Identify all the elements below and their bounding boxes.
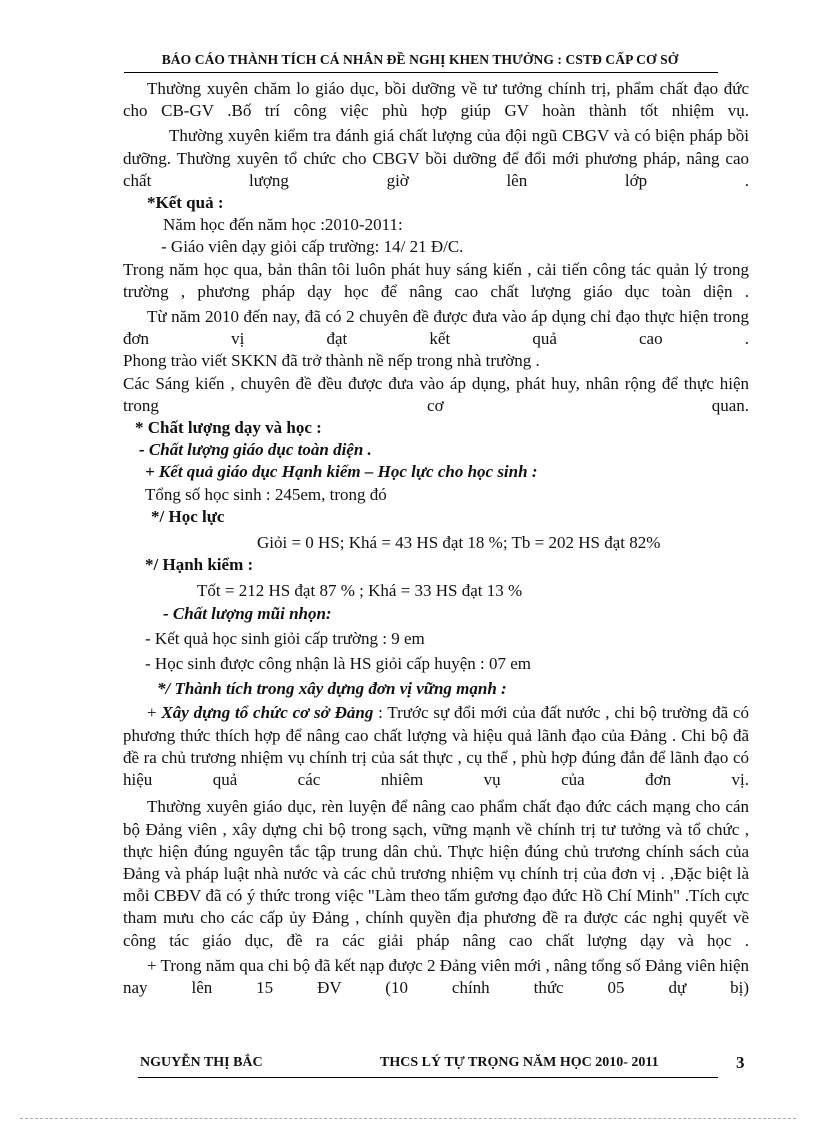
page-header: BÁO CÁO THÀNH TÍCH CÁ NHÂN ĐỀ NGHỊ KHEN THƯỞNG : CSTĐ CẤP CƠ SỞ xyxy=(161,52,679,67)
footer-school-year: THCS LÝ TỰ TRỌNG NĂM HỌC 2010- 2011 xyxy=(380,1055,659,1070)
xay-dung-text: : Trước sự đổi mới của đất nước , chi bộ trường đã có phương thức thích hợp để nâng cao chất lượng và hiệu quả lãnh đạo của Đảng . Chi bộ đã đề ra chủ trương nhiệm vụ chính trị của sát thực , cụ thể , phù hợp đúng đắn để lãnh đạo có hiệu quả các nhiêm vụ của đơn vị. xyxy=(123,703,749,790)
plus-marker: + xyxy=(147,703,162,723)
footer-divider xyxy=(138,1077,718,1078)
page-break-line xyxy=(20,1118,796,1119)
hs-gioi-huyen: - Học sinh được công nhận là HS giỏi cấp huyện : 07 em xyxy=(145,654,531,674)
paragraph-skkn: Phong trào viết SKKN đã trở thành nề nếp trong nhà trường . xyxy=(123,351,540,371)
paragraph-ket-nap-dang-vien: + Trong năm qua chi bộ đã kết nạp được 2 Đảng viên mới , nâng tổng số Đảng viên hiện nay lên 15 ĐV (10 chính thức 05 dự bị) xyxy=(123,955,749,997)
hanh-kiem-values: Tốt = 212 HS đạt 87 % ; Khá = 33 HS đạt 13 % xyxy=(197,581,523,601)
paragraph-sang-kien: Trong năm học qua, bản thân tôi luôn phát huy sáng kiến , cải tiến công tác quản lý trong trường , phương pháp dạy học để nâng cao chất lượng giáo dục toàn diện . xyxy=(123,259,749,301)
hoc-luc-values: Giỏi = 0 HS; Khá = 43 HS đạt 18 %; Tb = 202 HS đạt 82% xyxy=(257,533,661,553)
paragraph-ap-dung: Các Sáng kiến , chuyên đề đều được đưa vào áp dụng, phát huy, nhân rộng để thực hiện trong cơ quan. xyxy=(123,373,749,415)
paragraph-chuyen-de: Từ năm 2010 đến nay, đã có 2 chuyên đề được đưa vào áp dụng chỉ đạo thực hiện trong đơn vị đạt kết quả cao . xyxy=(123,307,749,349)
paragraph-xay-dung-dang xyxy=(123,702,749,791)
paragraph-kiem-tra: Thường xuyên kiểm tra đánh giá chất lượng của đội ngũ CBGV và có biện pháp bồi dưỡng. Thường xuyên tổ chức cho CBGV bồi dưỡng để đổi mới phương pháp, nâng cao chất lượng giờ lên lớp . xyxy=(123,126,749,190)
heading-mui-nhon: - Chất lượng mũi nhọn: xyxy=(163,603,332,623)
paragraph-giao-duc-dang-vien: Thường xuyên giáo dục, rèn luyện để nâng cao phẩm chất đạo đức cách mạng cho cán bộ Đảng viên , xây dựng chi bộ trong sạch, vững mạnh về chính trị tư tưởng và tổ chức , thực hiện đúng nguyên tắc tập trung dân chủ. Thực hiện đúng chủ trương chính sách của Đảng và pháp luật nhà nước và các chủ trương nhiệm vụ chính trị của đơn vị . ,Đặc biệt là mỗi CBĐV đã có ý thức trong việc "Làm theo tấm gương đạo đức Hồ Chí Minh" .Tích cực tham mưu cho các cấp ủy Đảng , chính quyền địa phương đề ra được các nghị quyết về công tác giáo dục, đề ra các giải pháp nâng cao chất lượng dạy và học . xyxy=(123,797,749,950)
hs-gioi-truong: - Kết quả học sinh giỏi cấp trường : 9 em xyxy=(145,628,425,648)
footer-author: NGUYỄN THỊ BẮC xyxy=(140,1055,263,1070)
heading-hoc-luc: */ Học lực xyxy=(151,506,225,526)
document-body xyxy=(123,78,749,999)
heading-giao-duc-toan-dien: - Chất lượng giáo dục toàn diện . xyxy=(139,440,372,460)
heading-thanh-tich: */ Thành tích trong xây dựng đơn vị vững mạnh : xyxy=(157,679,507,699)
heading-ket-qua: *Kết quả : xyxy=(147,193,224,213)
heading-chat-luong-day-hoc: * Chất lượng dạy và học : xyxy=(135,418,322,438)
page-number: 3 xyxy=(736,1053,745,1072)
nam-hoc-line: Năm học đến năm học :2010-2011: xyxy=(163,215,403,235)
xay-dung-label: Xây dựng tổ chức cơ sở Đảng xyxy=(161,703,374,723)
header-divider xyxy=(124,72,718,73)
paragraph-boi-duong: Thường xuyên chăm lo giáo dục, bồi dưỡng về tư tưởng chính trị, phẩm chất đạo đức cho CB-GV .Bố trí công việc phù hợp giúp GV hoàn thành tốt nhiệm vụ. xyxy=(123,79,749,121)
heading-hanh-kiem: */ Hạnh kiểm : xyxy=(145,555,254,575)
gv-gioi-line: - Giáo viên dạy giỏi cấp trường: 14/ 21 Đ/C. xyxy=(161,237,464,257)
tong-so-hoc-sinh: Tổng số học sinh : 245em, trong đó xyxy=(145,484,387,504)
heading-hanh-kiem-hoc-luc: + Kết quả giáo dục Hạnh kiểm – Học lực cho học sinh : xyxy=(145,462,538,482)
